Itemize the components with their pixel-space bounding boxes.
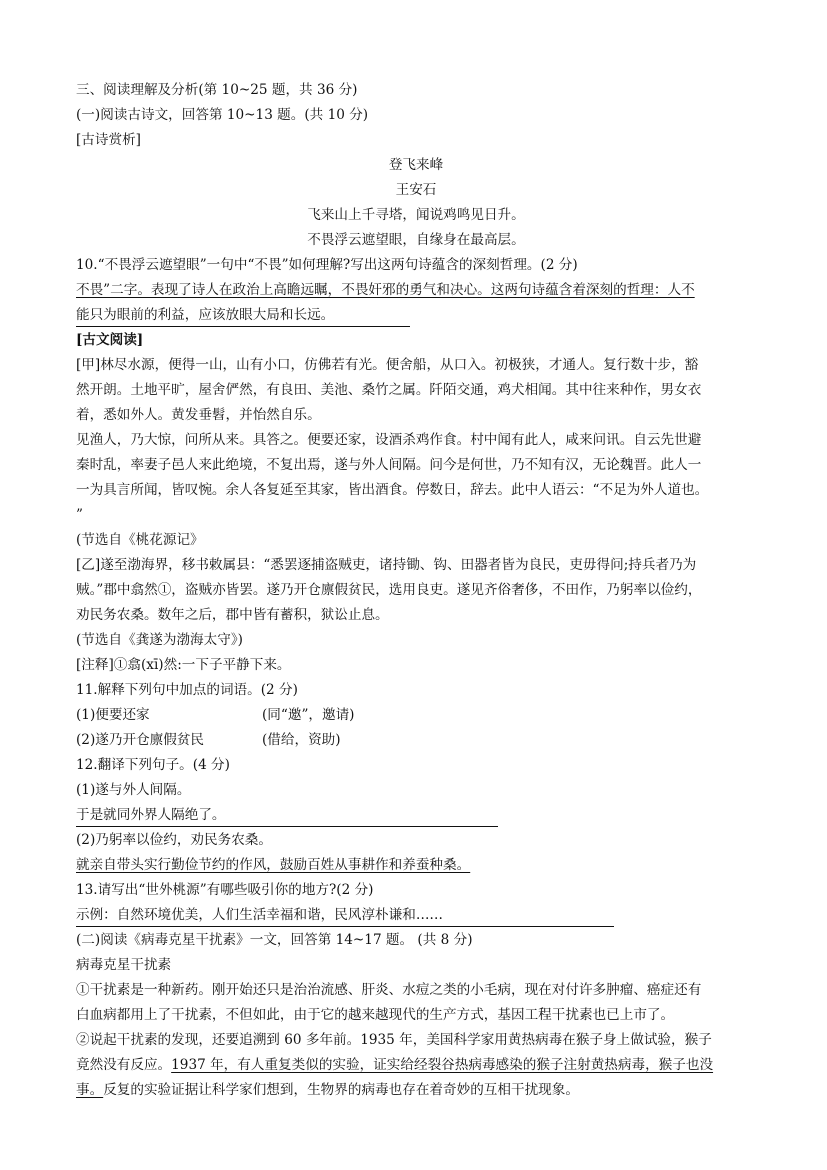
passage-a-line: 见渔人，乃大惊，问所从来。具答之。便要还家，设酒杀鸡作食。村中闻有此人，咸来问讯。自云先世避 (76, 432, 702, 448)
poem-title: 登飞来峰 (388, 157, 444, 173)
article-line (76, 1078, 756, 1103)
poem-line-1: 飞来山上千寻塔，闻说鸡鸣见日升。 (307, 207, 525, 223)
passage-a-line: 然开朗。土地平旷，屋舍俨然，有良田、美池、桑竹之属。阡陌交通，鸡犬相闻。其中往来种作，男女衣 (76, 382, 702, 398)
passage-b-line: 贼。”郡中翕然①，盗贼亦皆罢。遂乃开仓廪假贫民，选用良吏。遂见齐俗奢侈，不田作，乃躬率以俭约， (76, 582, 702, 598)
article-title: 病毒克星干扰素 (76, 957, 172, 973)
passage-a-line: 一为具言所闻，皆叹惋。余人各复延至其家，皆出酒食。停数日，辞去。此中人语云：“不足为外人道也。 (76, 482, 709, 498)
article-text: 反复的实验证据让科学家们想到，生物界的病毒也存在着奇妙的互相干扰现象。 (103, 1082, 579, 1098)
section-title: 三、阅读理解及分析(第 10~25 题，共 36 分) (76, 82, 358, 98)
q12-item-2: (2)乃躬率以俭约，劝民务农桑。 (76, 832, 272, 848)
q11-item-2-text: (2)遂乃开仓廪假贫民 (76, 732, 205, 748)
q10-answer-line-2: 能只为眼前的利益，应该放眼大局和长远。 (76, 304, 410, 327)
poem-section-label: [古诗赏析] (76, 132, 141, 148)
poem-author: 王安石 (395, 182, 437, 198)
q12-question: 12.翻译下列句子。(4 分) (76, 757, 230, 773)
q11-item-2 (76, 728, 756, 753)
q12-answer-2: 就亲自带头实行勤俭节约的作风，鼓励百姓从事耕作和养蚕种桑。 (76, 857, 471, 873)
article-underlined-text: 1937 年，有人重复类似的实验，证实给经裂谷热病毒感染的猴子注射黄热病毒，猴子也没 (171, 1057, 714, 1073)
article-line: ①干扰素是一种新药。刚开始还只是治治流感、肝炎、水痘之类的小毛病，现在对付许多肿瘤、癌症还有 (76, 982, 702, 998)
passage-a-line: 着，悉如外人。黄发垂髫，并怡然自乐。 (76, 407, 321, 423)
part1-header: (一)阅读古诗文，回答第 10~13 题。(共 10 分) (76, 107, 369, 123)
q13-question: 13.请写出“世外桃源”有哪些吸引你的地方?(2 分) (76, 882, 374, 898)
q10-question: 10.“不畏浮云遮望眼”一句中“不畏”如何理解?写出这两句诗蕴含的深刻哲理。(2 分) (76, 257, 578, 273)
passage-a-source: (节选自《桃花源记》 (76, 532, 204, 548)
passage-b-line: [乙]遂至渤海界，移书敕属县：“悉罢逐捕盗贼吏，诸持锄、钩、田器者皆为良民，吏毋得问;持兵者乃为 (76, 557, 697, 573)
q13-answer: 示例：自然环境优美，人们生活幸福和谐，民风淳朴谦和…… (76, 904, 614, 927)
passage-b-source: (节选自《龚遂为渤海太守》) (76, 632, 243, 648)
article-line: ②说起干扰素的发现，还要追溯到 60 多年前。1935 年，美国科学家用黄热病毒在猴子身上做试验，猴子 (76, 1032, 712, 1048)
passage-a-line: [甲]林尽水源，便得一山，山有小口，仿佛若有光。便舍船，从口入。初极狭，才通人。复行数十步，豁 (76, 357, 699, 373)
q12-item-1: (1)遂与外人间隔。 (76, 782, 191, 798)
annotation-note: [注释]①翕(xī)然:一下子平静下来。 (76, 657, 291, 673)
article-line: 白血病都用上了干扰素，不但如此，由于它的越来越现代的生产方式，基因工程干扰素也已上市了。 (76, 1007, 675, 1023)
part2-header: (二)阅读《病毒克星干扰素》一文，回答第 14~17 题。 (共 8 分) (76, 932, 473, 948)
q11-question: 11.解释下列句中加点的词语。(2 分) (76, 682, 298, 698)
passage-b-line: 劝民务农桑。数年之后，郡中皆有蓄积，狱讼止息。 (76, 607, 389, 623)
poem-line-2: 不畏浮云遮望眼，自缘身在最高层。 (307, 232, 525, 248)
q11-answer-2: (借给，资助) (262, 732, 341, 748)
q11-answer-1: (同“邀”，邀请) (262, 707, 355, 723)
passage-a-line: 秦时乱，率妻子邑人来此绝境，不复出焉，遂与外人间隔。问今是何世，乃不知有汉，无论魏晋。此人一 (76, 457, 702, 473)
document-page (76, 78, 756, 1103)
q10-answer-line-1: 不畏”二字。表现了诗人在政治上高瞻远瞩，不畏奸邪的勇气和决心。这两句诗蕴含着深刻的哲理：人不 (76, 282, 695, 298)
article-line (76, 1053, 756, 1078)
article-underlined-text: 事。 (76, 1082, 104, 1098)
q12-answer-1: 于是就同外界人隔绝了。 (76, 804, 498, 827)
article-text: 竟然没有反应。 (76, 1057, 172, 1073)
prose-section-label: [古文阅读] (76, 332, 144, 348)
passage-a-line: ” (76, 507, 83, 523)
q11-item-1-text: (1)便要还家 (76, 707, 150, 723)
q11-item-1 (76, 703, 756, 728)
